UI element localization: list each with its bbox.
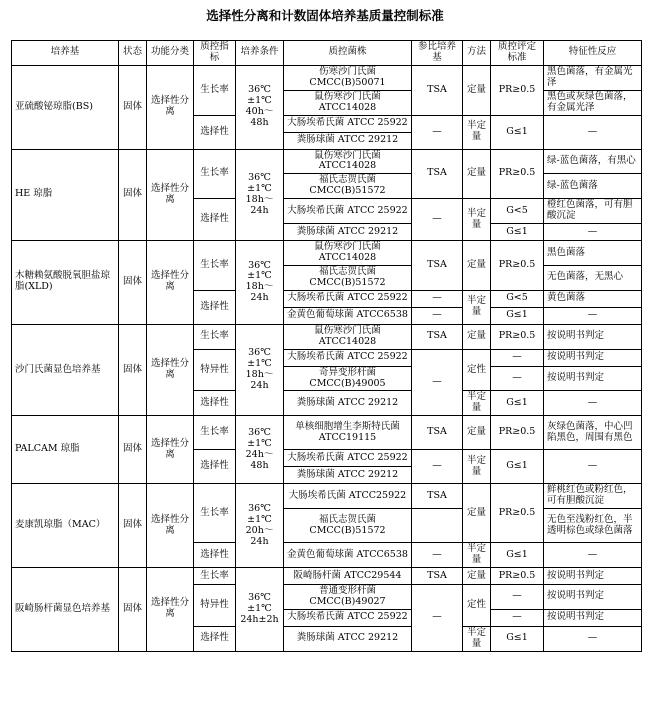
medium-cell: 亚硫酸铋琼脂(BS) [12, 65, 119, 149]
criteria-cell: G≤1 [491, 626, 544, 651]
criteria-cell: PR≥0.5 [491, 65, 544, 115]
reference-cell: TSA [412, 567, 463, 584]
reaction-cell: — [544, 391, 642, 416]
condition-cell: 36℃±1℃ 18h～24h [236, 241, 284, 325]
reaction-cell: — [544, 115, 642, 149]
qc-index-cell: 生长率 [194, 416, 236, 450]
strain-cell: 普通变形杆菌 CMCC(B)49027 [284, 584, 412, 609]
strain-cell: 大肠埃希氏菌 ATCC 25922 [284, 199, 412, 224]
state-cell: 固体 [119, 241, 147, 325]
reference-cell: — [412, 199, 463, 241]
medium-cell: 木糖赖氨酸脱氧胆盐琼脂(XLD) [12, 241, 119, 325]
method-cell: 定性 [463, 584, 491, 626]
reference-cell: — [412, 349, 463, 416]
criteria-cell: PR≥0.5 [491, 149, 544, 199]
reaction-cell: 黑色菌落，有金属光泽 [544, 65, 642, 90]
medium-cell: HE 琼脂 [12, 149, 119, 241]
criteria-cell: G≤1 [491, 224, 544, 241]
state-cell: 固体 [119, 567, 147, 651]
method-cell: 半定量 [463, 290, 491, 324]
method-cell: 定性 [463, 349, 491, 391]
strain-cell: 金黄色葡萄球菌 ATCC6538 [284, 543, 412, 568]
reaction-cell: 按说明书判定 [544, 609, 642, 626]
document-title: 选择性分离和计数固体培养基质量控制标准 [206, 8, 444, 23]
criteria-cell: G≤1 [491, 115, 544, 149]
qc-index-cell: 选择性 [194, 626, 236, 651]
function-cell: 选择性分离 [147, 324, 194, 416]
strain-cell: 福氏志贺氏菌 CMCC(B)51572 [284, 265, 412, 290]
qc-standards-table [11, 40, 642, 652]
strain-cell: 单核细胞增生李斯特氏菌 ATCC19115 [284, 416, 412, 450]
reaction-cell: 无色菌落，无黑心 [544, 265, 642, 290]
medium-cell: PALCAM 琼脂 [12, 416, 119, 484]
col-header-method: 方法 [463, 41, 491, 66]
reaction-cell: 无色至浅粉红色，半透明棕色或绿色菌落 [544, 509, 642, 543]
reaction-cell: 黄色菌落 [544, 290, 642, 307]
table-row [12, 567, 642, 584]
criteria-cell: PR≥0.5 [491, 241, 544, 291]
reaction-cell: — [544, 626, 642, 651]
criteria-cell: G≤1 [491, 307, 544, 324]
method-cell: 定量 [463, 324, 491, 349]
criteria-cell: G≤1 [491, 450, 544, 484]
method-cell: 半定量 [463, 626, 491, 651]
reaction-cell: — [544, 224, 642, 241]
qc-index-cell: 生长率 [194, 149, 236, 199]
strain-cell: 大肠埃希氏菌 ATCC 25922 [284, 349, 412, 366]
method-cell: 定量 [463, 484, 491, 543]
function-cell: 选择性分离 [147, 416, 194, 484]
criteria-cell: — [491, 584, 544, 609]
reaction-cell: — [544, 307, 642, 324]
criteria-cell: — [491, 349, 544, 366]
reference-cell: — [412, 450, 463, 484]
reaction-cell: 绿-蓝色菌落 [544, 174, 642, 199]
qc-index-cell: 选择性 [194, 543, 236, 568]
condition-cell: 36℃±1℃ 18h～24h [236, 149, 284, 241]
reference-cell: — [412, 584, 463, 651]
reference-cell: TSA [412, 484, 463, 509]
strain-cell: 粪肠球菌 ATCC 29212 [284, 467, 412, 484]
method-cell: 半定量 [463, 543, 491, 568]
col-header-condition: 培养条件 [236, 41, 284, 66]
qc-index-cell: 生长率 [194, 324, 236, 349]
reference-cell: — [412, 290, 463, 307]
condition-cell: 36℃±1℃ 40h～48h [236, 65, 284, 149]
state-cell: 固体 [119, 416, 147, 484]
strain-cell: 大肠埃希氏菌 ATCC 25922 [284, 450, 412, 467]
criteria-cell: PR≥0.5 [491, 416, 544, 450]
function-cell: 选择性分离 [147, 241, 194, 325]
medium-cell: 沙门氏菌显色培养基 [12, 324, 119, 416]
strain-cell: 粪肠球菌 ATCC 29212 [284, 626, 412, 651]
col-header-reference: 参比培养基 [412, 41, 463, 66]
reaction-cell: 按说明书判定 [544, 366, 642, 391]
qc-index-cell: 生长率 [194, 567, 236, 584]
strain-cell: 大肠埃希氏菌 ATCC 25922 [284, 115, 412, 132]
table-row [12, 65, 642, 90]
reaction-cell: 按说明书判定 [544, 584, 642, 609]
reaction-cell: 绿-蓝色菌落，有黑心 [544, 149, 642, 174]
method-cell: 半定量 [463, 391, 491, 416]
function-cell: 选择性分离 [147, 149, 194, 241]
strain-cell: 粪肠球菌 ATCC 29212 [284, 224, 412, 241]
criteria-cell: PR≥0.5 [491, 324, 544, 349]
col-header-reaction: 特征性反应 [544, 41, 642, 66]
strain-cell: 金黄色葡萄球菌 ATCC6538 [284, 307, 412, 324]
reaction-cell: 灰绿色菌落，中心凹陷黑色，周围有黑色 [544, 416, 642, 450]
strain-cell: 福氏志贺氏菌 CMCC(B)51572 [284, 174, 412, 199]
col-header-qc-index: 质控指标 [194, 41, 236, 66]
qc-index-cell: 选择性 [194, 199, 236, 241]
col-header-medium: 培养基 [12, 41, 119, 66]
strain-cell: 伤寒沙门氏菌 CMCC(B)50071 [284, 65, 412, 90]
strain-cell: 鼠伤寒沙门氏菌 ATCC14028 [284, 149, 412, 174]
reference-cell: TSA [412, 416, 463, 450]
method-cell: 定量 [463, 416, 491, 450]
strain-cell: 福氏志贺氏菌 CMCC(B)51572 [284, 509, 412, 543]
reaction-cell: 黑色或灰绿色菌落，有金属光泽 [544, 90, 642, 115]
criteria-cell: — [491, 366, 544, 391]
table-row [12, 241, 642, 266]
table-row [12, 416, 642, 450]
reference-cell: TSA [412, 241, 463, 291]
state-cell: 固体 [119, 149, 147, 241]
qc-index-cell: 生长率 [194, 484, 236, 543]
reaction-cell: 按说明书判定 [544, 349, 642, 366]
criteria-cell: PR≥0.5 [491, 567, 544, 584]
strain-cell: 鼠伤寒沙门氏菌 ATCC14028 [284, 90, 412, 115]
reaction-cell: — [544, 543, 642, 568]
strain-cell: 大肠埃希氏菌 ATCC 25922 [284, 609, 412, 626]
reference-cell [412, 509, 463, 543]
criteria-cell: G≤1 [491, 391, 544, 416]
qc-index-cell: 选择性 [194, 290, 236, 324]
reference-cell: — [412, 543, 463, 568]
method-cell: 半定量 [463, 450, 491, 484]
condition-cell: 36℃±1℃ 18h～24h [236, 324, 284, 416]
function-cell: 选择性分离 [147, 65, 194, 149]
medium-cell: 阪崎肠杆菌显色培养基 [12, 567, 119, 651]
reaction-cell: 按说明书判定 [544, 324, 642, 349]
reference-cell: TSA [412, 149, 463, 199]
table-row [12, 324, 642, 349]
qc-index-cell: 选择性 [194, 450, 236, 484]
method-cell: 定量 [463, 241, 491, 291]
strain-cell: 粪肠球菌 ATCC 29212 [284, 132, 412, 149]
reaction-cell: 鲜桃红色或粉红色，可有胆酸沉淀 [544, 484, 642, 509]
reference-cell: — [412, 115, 463, 149]
strain-cell: 大肠埃希氏菌 ATCC 25922 [284, 290, 412, 307]
reaction-cell: 橙红色菌落，可有胆酸沉淀 [544, 199, 642, 224]
qc-index-cell: 生长率 [194, 241, 236, 291]
qc-index-cell: 特异性 [194, 584, 236, 626]
table-row [12, 149, 642, 174]
condition-cell: 36℃±1℃ 24h±2h [236, 567, 284, 651]
method-cell: 定量 [463, 65, 491, 115]
reaction-cell: 黑色菌落 [544, 241, 642, 266]
strain-cell: 鼠伤寒沙门氏菌 ATCC14028 [284, 241, 412, 266]
qc-index-cell: 选择性 [194, 391, 236, 416]
method-cell: 定量 [463, 567, 491, 584]
condition-cell: 36℃±1℃ 20h～24h [236, 484, 284, 568]
strain-cell: 粪肠球菌 ATCC 29212 [284, 391, 412, 416]
header-row [12, 41, 642, 66]
criteria-cell: G≤1 [491, 543, 544, 568]
state-cell: 固体 [119, 65, 147, 149]
method-cell: 半定量 [463, 115, 491, 149]
state-cell: 固体 [119, 484, 147, 568]
function-cell: 选择性分离 [147, 567, 194, 651]
method-cell: 定量 [463, 149, 491, 199]
table-row [12, 484, 642, 509]
function-cell: 选择性分离 [147, 484, 194, 568]
strain-cell: 奇异变形杆菌 CMCC(B)49005 [284, 366, 412, 391]
col-header-strain: 质控菌株 [284, 41, 412, 66]
qc-index-cell: 特异性 [194, 349, 236, 391]
strain-cell: 鼠伤寒沙门氏菌 ATCC14028 [284, 324, 412, 349]
col-header-function: 功能分类 [147, 41, 194, 66]
strain-cell: 阪崎肠杆菌 ATCC29544 [284, 567, 412, 584]
qc-index-cell: 选择性 [194, 115, 236, 149]
condition-cell: 36℃±1℃ 24h～48h [236, 416, 284, 484]
reference-cell: TSA [412, 65, 463, 115]
strain-cell: 大肠埃希氏菌 ATCC25922 [284, 484, 412, 509]
col-header-criteria: 质控评定标准 [491, 41, 544, 66]
reaction-cell: 按说明书判定 [544, 567, 642, 584]
reaction-cell: — [544, 450, 642, 484]
criteria-cell: — [491, 609, 544, 626]
reference-cell: — [412, 307, 463, 324]
criteria-cell: G<5 [491, 290, 544, 307]
criteria-cell: G<5 [491, 199, 544, 224]
medium-cell: 麦康凯琼脂（MAC） [12, 484, 119, 568]
col-header-state: 状态 [119, 41, 147, 66]
state-cell: 固体 [119, 324, 147, 416]
method-cell: 半定量 [463, 199, 491, 241]
criteria-cell: PR≥0.5 [491, 484, 544, 543]
reference-cell: TSA [412, 324, 463, 349]
qc-index-cell: 生长率 [194, 65, 236, 115]
